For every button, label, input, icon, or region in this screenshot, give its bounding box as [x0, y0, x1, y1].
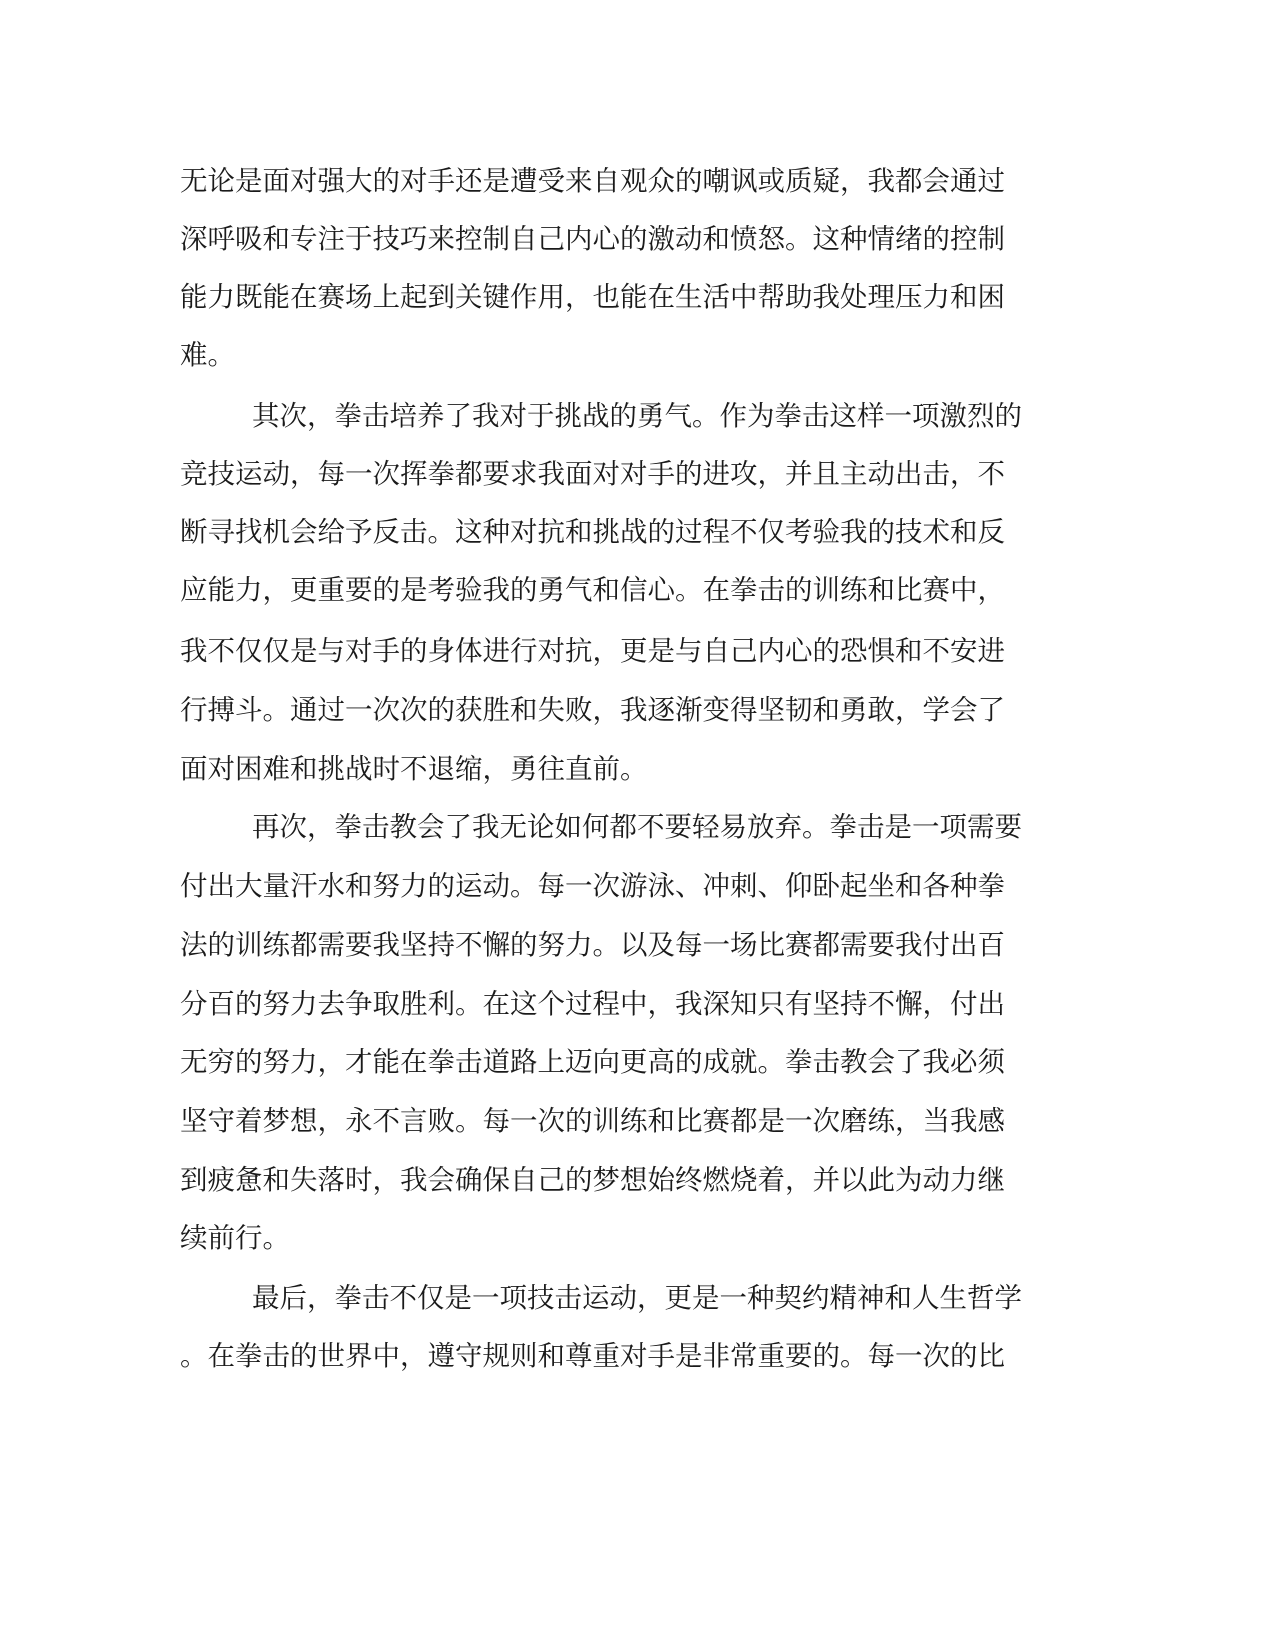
text-line: 最后，拳击不仅是一项技击运动，更是一种契约精神和人生哲学	[252, 1282, 1022, 1314]
text-line: 。在拳击的世界中，遵守规则和尊重对手是非常重要的。每一次的比	[180, 1340, 1005, 1372]
text-line: 应能力，更重要的是考验我的勇气和信心。在拳击的训练和比赛中，	[180, 574, 1005, 606]
text-line: 续前行。	[180, 1222, 290, 1254]
text-line: 无穷的努力，才能在拳击道路上迈向更高的成就。拳击教会了我必须	[180, 1046, 1005, 1078]
text-line: 付出大量汗水和努力的运动。每一次游泳、冲刺、仰卧起坐和各种拳	[180, 870, 1005, 902]
text-line: 分百的努力去争取胜利。在这个过程中，我深知只有坚持不懈，付出	[180, 988, 1005, 1020]
text-line: 再次，拳击教会了我无论如何都不要轻易放弃。拳击是一项需要	[252, 811, 1022, 843]
text-line: 能力既能在赛场上起到关键作用，也能在生活中帮助我处理压力和困	[180, 281, 1005, 313]
text-line: 难。	[180, 339, 235, 371]
text-line: 竞技运动，每一次挥拳都要求我面对对手的进攻，并且主动出击，不	[180, 458, 1005, 490]
text-line: 深呼吸和专注于技巧来控制自己内心的激动和愤怒。这种情绪的控制	[180, 223, 1005, 255]
text-line: 法的训练都需要我坚持不懈的努力。以及每一场比赛都需要我付出百	[180, 929, 1005, 961]
text-line: 我不仅仅是与对手的身体进行对抗，更是与自己内心的恐惧和不安进	[180, 635, 1005, 667]
text-line: 坚守着梦想，永不言败。每一次的训练和比赛都是一次磨练，当我感	[180, 1105, 1005, 1137]
text-line: 到疲惫和失落时，我会确保自己的梦想始终燃烧着，并以此为动力继	[180, 1164, 1005, 1196]
text-line: 其次，拳击培养了我对于挑战的勇气。作为拳击这样一项激烈的	[252, 400, 1022, 432]
text-line: 面对困难和挑战时不退缩，勇往直前。	[180, 753, 648, 785]
text-line: 断寻找机会给予反击。这种对抗和挑战的过程不仅考验我的技术和反	[180, 516, 1005, 548]
text-line: 无论是面对强大的对手还是遭受来自观众的嘲讽或质疑，我都会通过	[180, 165, 1005, 197]
text-line: 行搏斗。通过一次次的获胜和失败，我逐渐变得坚韧和勇敢，学会了	[180, 694, 1005, 726]
